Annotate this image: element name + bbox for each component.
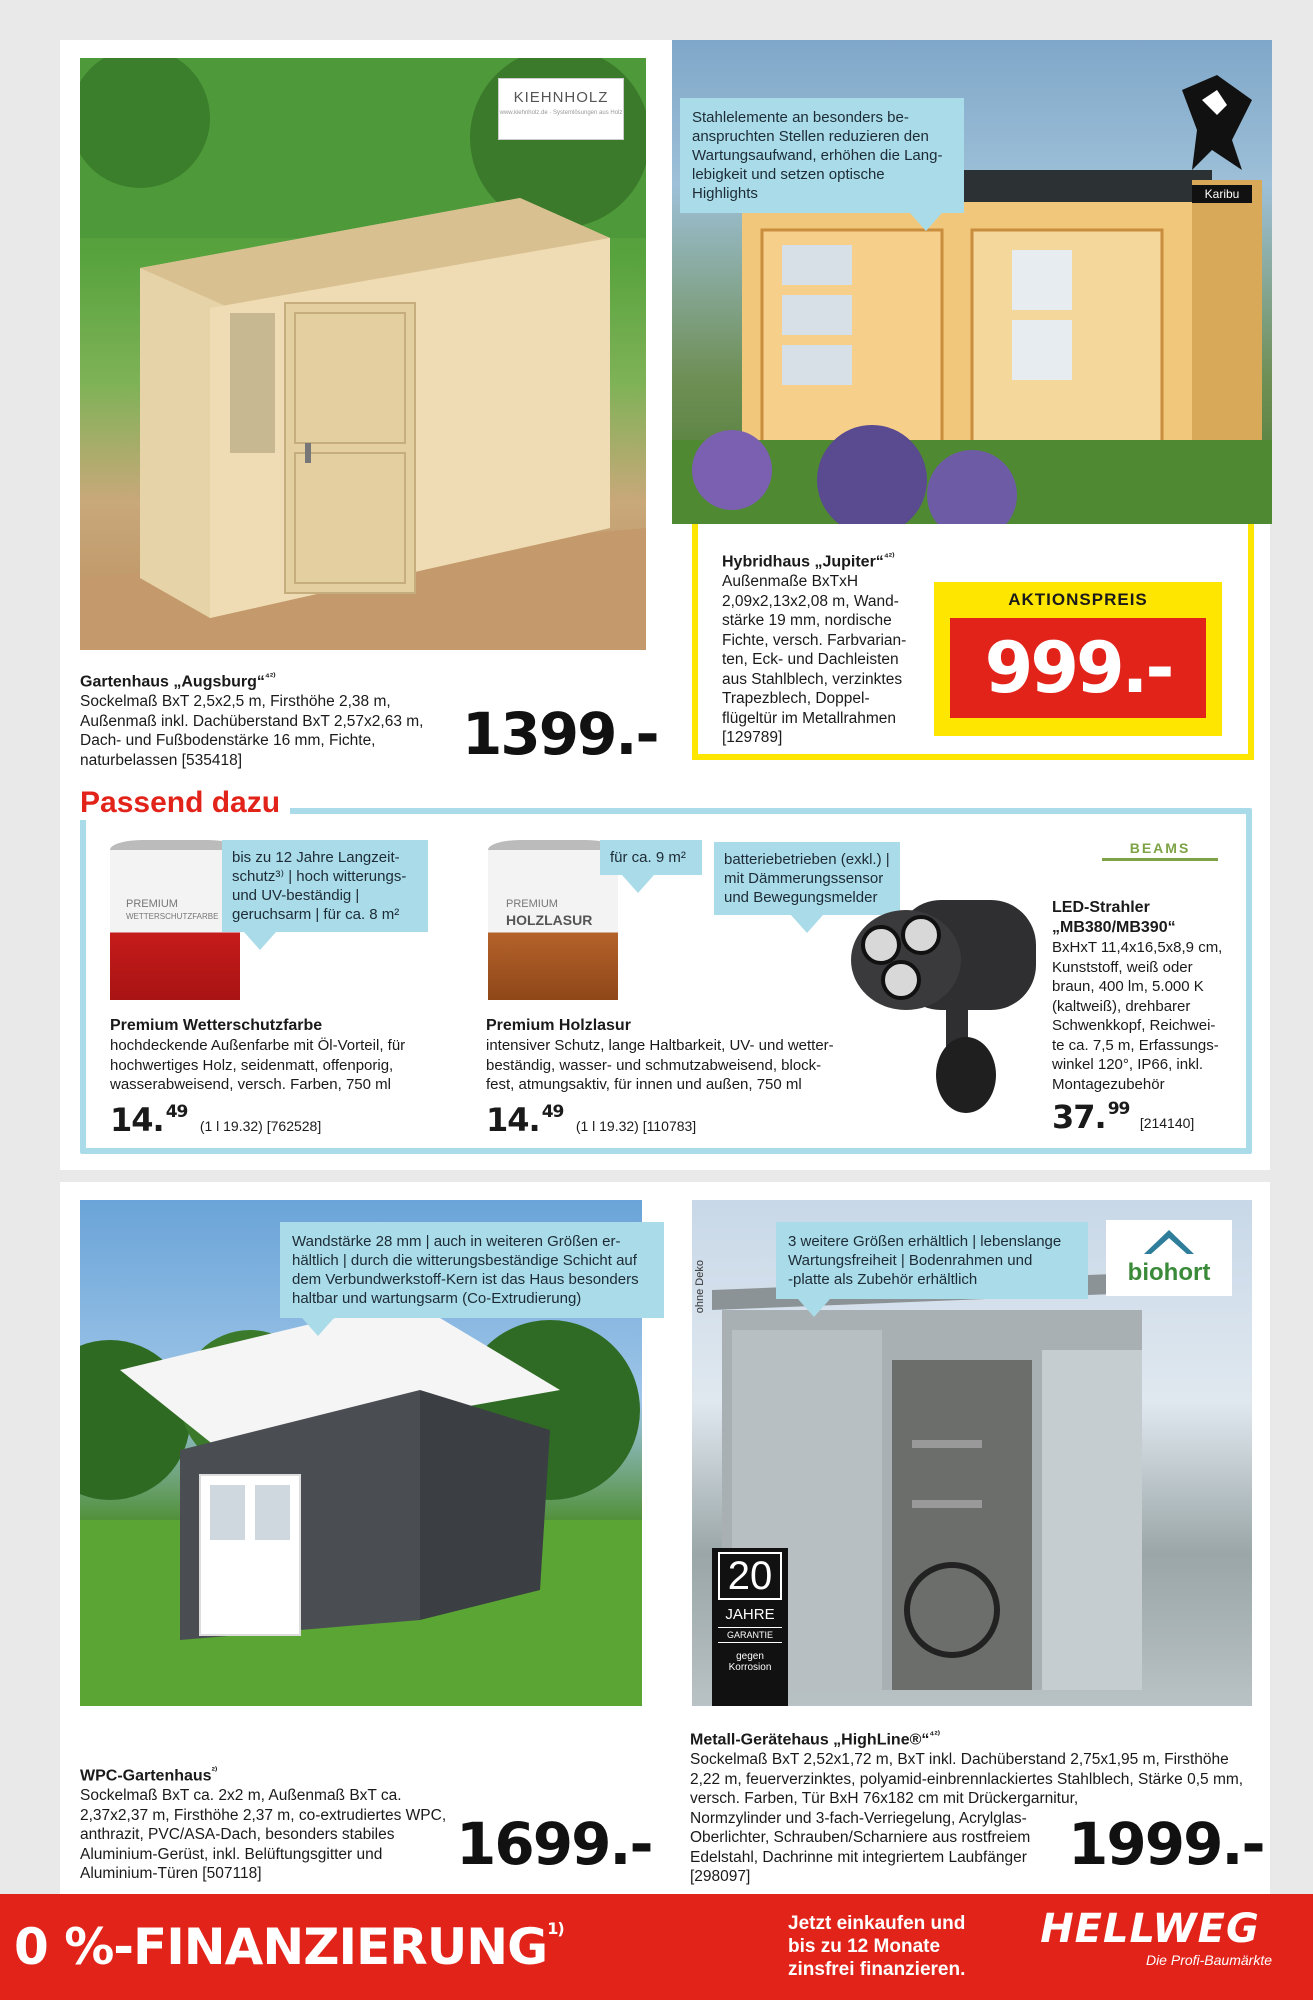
highline-price: 1999.- xyxy=(1068,1810,1264,1878)
paint-can-wetterschutz-label: PREMIUM xyxy=(126,898,178,910)
augsburg-name xyxy=(80,668,480,692)
paint-can-holzlasur-label: PREMIUM xyxy=(506,898,558,910)
led-price-main: 37. xyxy=(1052,1098,1106,1136)
wetterschutz-price xyxy=(110,1101,187,1139)
led-spotlight-image xyxy=(846,890,1046,1120)
guarantee-subtext: gegen Korrosion xyxy=(728,1651,772,1673)
jupiter-description: Außenmaße BxTxH 2,09x2,13x2,08 m, Wand- stärke 19 mm, nordische Fichte, versch. Farbvarian- ten, Eck- und Dachleisten aus Stahlblech, verzinktes Trapezblech, Doppel- flügeltür im Metallrahmen [129789] xyxy=(722,573,907,747)
highline-name-text: Metall-Gerätehaus „HighLine®“ xyxy=(690,1731,930,1749)
jupiter-name xyxy=(722,548,932,572)
wpc-description: Sockelmaß BxT ca. 2x2 m, Außenmaß BxT ca. 2,37x2,37 m, Firsthöhe 2,37 m, co-extrudiertes WPC, anthrazit, PVC/ASA-Dach, besonders stabiles Aluminium-Gerüst, inkl. Belüftungsgitter und Aluminium-Türen [507118] xyxy=(80,1787,447,1883)
holzlasur-info xyxy=(486,1016,846,1139)
holzlasur-unit: (1 l 19.32) [110783] xyxy=(575,1117,697,1134)
holzlasur-info-bubble: für ca. 9 m² xyxy=(600,840,702,875)
augsburg-footnote: ⁴²⁾ xyxy=(264,672,276,683)
augsburg-description: Sockelmaß BxT 2,5x2,5 m, Firsthöhe 2,38 m, Außenmaß inkl. Dachüberstand BxT 2,57x2,63 m, Dach- und Fußbodenstärke 16 mm, Fichte, naturbelassen [535418] xyxy=(80,693,424,769)
guarantee-years-number: 20 xyxy=(718,1552,782,1600)
paint-can-holzlasur xyxy=(488,840,618,1000)
paint-can-holzlasur-label2: HOLZLASUR xyxy=(506,912,593,928)
led-spotlight-icon xyxy=(846,890,1046,1120)
holzlasur-price-main: 14. xyxy=(486,1100,540,1139)
biohort-logo-text: biohort xyxy=(1127,1259,1211,1286)
wetterschutz-info xyxy=(110,1016,440,1139)
kiehnholz-url: www.kiehnholz.de xyxy=(499,110,548,116)
kiehnholz-logo: KIEHNHOLZ www.kiehnholz.de · Systemlösungen aus Holz xyxy=(498,78,624,140)
wetterschutz-info-bubble: bis zu 12 Jahre Langzeit- schutz³⁾ | hoch witterungs- und UV-beständig | geruchsarm | für ca. 8 m² xyxy=(222,840,428,932)
ohne-deko-note: ohne Deko xyxy=(694,1260,706,1314)
financing-text: Jetzt einkaufen und bis zu 12 Monate zinsfrei finanzieren. xyxy=(788,1913,966,1980)
jupiter-info-bubble: Stahlelemente an besonders be- anspruchten Stellen reduzieren den Wartungsaufwand, erhöhen die Lang- lebigkeit und setzen optische Highlights xyxy=(680,98,964,213)
karibu-logo-text: Karibu xyxy=(1192,185,1252,203)
wetterschutz-unit: (1 l 19.32) [762528] xyxy=(199,1117,322,1134)
augsburg-price: 1399.- xyxy=(462,700,658,768)
jupiter-info xyxy=(722,548,932,748)
hellweg-logo-text: HELLWEG xyxy=(1040,1906,1260,1952)
hellweg-logo xyxy=(1010,1906,1290,1990)
led-price-cents: 99 xyxy=(1107,1099,1130,1119)
jupiter-price: 999.- xyxy=(950,618,1206,718)
highline-info-bubble: 3 weitere Größen erhältlich | lebenslange Wartungsfreiheit | Bodenrahmen und -platte als Zubehör erhältlich xyxy=(776,1222,1088,1299)
aktionspreis-label: AKTIONSPREIS xyxy=(1008,590,1148,609)
financing-footnote: 1) xyxy=(547,1919,564,1938)
jupiter-price-block xyxy=(934,582,1222,736)
karibu-deer-icon xyxy=(1172,70,1262,180)
karibu-logo xyxy=(1172,70,1262,220)
highline-description: Sockelmaß BxT 2,52x1,72 m, BxT inkl. Dachüberstand 2,75x1,95 m, Firsthöhe 2,22 m, feuerverzinktes, polyamid-einbrennlackiertes Stahlblech, Stärke 0,5 mm, versch. Farben, Tür BxH 76x182 cm mit Drückergarnitur, Normzylinder und 3-fach-Verriegelung, Acrylglas- Oberlichter, Schrauben/Scharniere aus rostfreiem Edelstahl, Dachrinne mit integriertem Laubfänger [298097] xyxy=(690,1751,1244,1886)
beams-logo xyxy=(1102,840,1218,868)
wetterschutz-name: Premium Wetterschutzfarbe xyxy=(110,1017,323,1034)
holzlasur-description: intensiver Schutz, lange Haltbarkeit, UV- und wetter- beständig, wasser- und schmutzabweisend, block- fest, atmungsaktiv, für innen und außen, 750 ml xyxy=(486,1037,834,1093)
augsburg-info xyxy=(80,668,480,770)
jupiter-name-text: Hybridhaus „Jupiter“ xyxy=(722,553,884,571)
wetterschutz-price-main: 14. xyxy=(110,1100,164,1139)
led-name: LED-Strahler „MB380/MB390“ xyxy=(1052,899,1176,936)
passend-dazu-title: Passend dazu xyxy=(80,786,290,820)
paint-can-wetterschutz-label2: WETTERSCHUTZFARBE xyxy=(126,912,219,921)
wpc-info xyxy=(80,1762,480,1884)
led-price xyxy=(1052,1098,1129,1136)
holzlasur-price-cents: 49 xyxy=(541,1101,564,1122)
kiehnholz-claim: Systemlösungen aus Holz xyxy=(553,110,623,116)
led-unit: [214140] xyxy=(1139,1115,1195,1131)
led-description: BxHxT 11,4x16,5x8,9 cm, Kunststoff, weiß oder braun, 400 lm, 5.000 K (kaltweiß), drehbarer Schwenkkopf, Reichwei- te ca. 7,5 m, Erfassungs- winkel 120°, IP66, inkl. Montagezubehör xyxy=(1052,939,1223,1093)
led-price-row xyxy=(1052,1098,1242,1136)
highline-footnote: ⁴²⁾ xyxy=(929,1730,941,1741)
holzlasur-name: Premium Holzlasur xyxy=(486,1017,631,1034)
augsburg-name-text: Gartenhaus „Augsburg“ xyxy=(80,673,265,691)
wpc-info-bubble: Wandstärke 28 mm | auch in weiteren Größen er- hältlich | durch die witterungsbeständige Schicht auf dem Verbundwerkstoff-Kern ist das Haus besonders haltbar und wartungsarm (Co-Extrudierung) xyxy=(280,1222,664,1318)
financing-banner xyxy=(0,1894,1313,2000)
wpc-price: 1699.- xyxy=(456,1810,652,1878)
biohort-logo xyxy=(1106,1220,1232,1296)
holzlasur-price xyxy=(486,1101,563,1139)
financing-headline xyxy=(14,1918,564,1976)
holzlasur-price-row xyxy=(486,1101,846,1139)
kiehnholz-logo-text: KIEHNHOLZ xyxy=(513,89,609,106)
led-info xyxy=(1052,898,1242,1136)
jupiter-footnote: ⁴²⁾ xyxy=(883,552,895,563)
hellweg-slogan: Die Profi-Baumärkte xyxy=(1145,1952,1272,1968)
guarantee-label: GARANTIE xyxy=(718,1627,782,1643)
financing-headline-text: 0 %-FINANZIERUNG xyxy=(14,1918,548,1976)
beams-logo-text: BEAMS xyxy=(1129,840,1191,856)
led-info-bubble: batteriebetrieben (exkl.) | mit Dämmerungssensor und Bewegungsmelder xyxy=(714,842,900,915)
wpc-name xyxy=(80,1762,480,1786)
wpc-name-text: WPC-Gartenhaus xyxy=(80,1767,212,1785)
guarantee-badge xyxy=(712,1548,788,1706)
highline-name xyxy=(690,1726,1270,1750)
wetterschutz-price-cents: 49 xyxy=(165,1101,188,1122)
wetterschutz-price-row xyxy=(110,1101,440,1139)
wetterschutz-description: hochdeckende Außenfarbe mit Öl-Vorteil, für hochwertiges Holz, seidenmatt, offenporig, wasserabweisend, versch. Farben, 750 ml xyxy=(110,1037,406,1093)
guarantee-years-text: JAHRE xyxy=(725,1606,775,1623)
augsburg-photo xyxy=(80,58,646,650)
wpc-footnote: ²⁾ xyxy=(211,1766,218,1777)
biohort-roof-icon xyxy=(1139,1226,1199,1256)
paint-can-wetterschutz xyxy=(110,840,240,1000)
